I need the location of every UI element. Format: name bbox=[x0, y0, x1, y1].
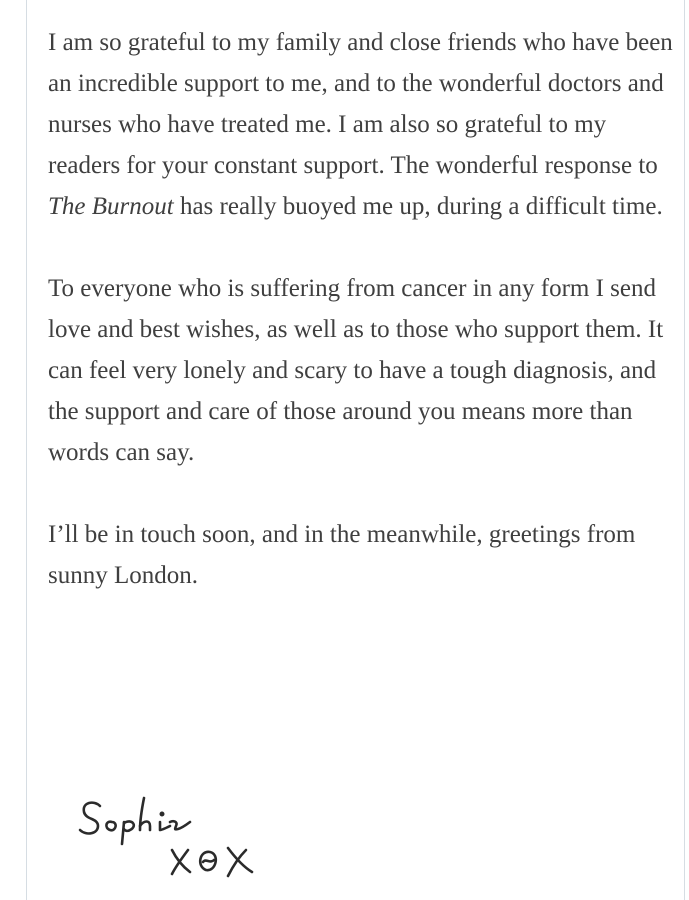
paragraph-closing: I’ll be in touch soon, and in the meanwhile, greetings from sunny London. bbox=[48, 521, 636, 589]
paragraph-gratitude bbox=[48, 22, 678, 227]
right-border-line bbox=[684, 0, 685, 900]
handwritten-signature bbox=[78, 792, 298, 892]
letter-body bbox=[48, 22, 678, 596]
signature-drawing bbox=[78, 792, 298, 892]
paragraph-gratitude-text-end: has really buoyed me up, during a difficult time. bbox=[173, 193, 663, 220]
paragraph-cancer-support: To everyone who is suffering from cancer in any form I send love and best wishes, as well as to those who support them. It can feel very lonely and scary to have a tough diagnosis, and the support and care of those around you means more than words can say. bbox=[48, 275, 664, 466]
book-title: The Burnout bbox=[48, 193, 174, 220]
paragraph-gratitude-text-start: I am so grateful to my family and close friends who have been an incredible support to me, and to the wonderful doctors and nurses who have treated me. I am also so grateful to my readers for your constant support. The wonderful response to bbox=[48, 29, 673, 179]
left-border-line bbox=[26, 0, 27, 900]
